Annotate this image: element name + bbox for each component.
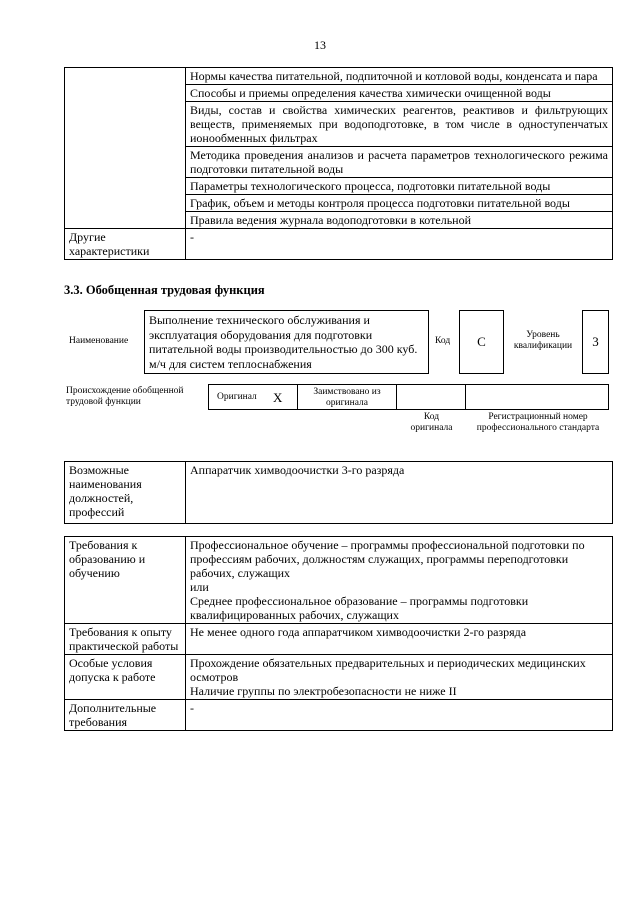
code-box <box>459 310 504 374</box>
knowledge-table <box>64 67 613 260</box>
original-label: Оригинал <box>217 392 257 402</box>
table-row <box>65 700 613 731</box>
name-label: Наименование <box>69 336 129 346</box>
education-line: Среднее профессиональное образование – программы подготовки квалифицированных рабочих, служащих <box>190 594 529 622</box>
admission-value <box>186 655 613 700</box>
education-line: или <box>190 580 209 594</box>
positions-table <box>64 461 613 524</box>
table-row <box>65 462 613 524</box>
reg-caption: Регистрационный номер профессионального стандарта <box>476 412 600 433</box>
code-caption: Код оригинала <box>410 412 453 433</box>
code-label: Код <box>435 336 451 346</box>
experience-line: Не менее одного года аппаратчиком химводоочистки 2-го разряда <box>190 625 527 639</box>
knowledge-item: Виды, состав и свойства химических реагентов, реактивов и фильтрующих веществ, применяемых при водоподготовке, в том числе в одноступенчатых ионообменных фильтрах <box>186 102 613 147</box>
positions-label: Возможные наименования должностей, профессий <box>65 462 186 524</box>
additional-label: Дополнительные требования <box>65 700 186 731</box>
table-row <box>65 68 613 85</box>
level-label: Уровень квалификации <box>513 330 573 351</box>
admission-line: Наличие группы по электробезопасности не ниже II <box>190 684 457 698</box>
other-characteristics-value: - <box>186 229 613 260</box>
education-label: Требования к образованию и обучению <box>65 537 186 624</box>
education-value <box>186 537 613 624</box>
education-line: Профессиональное обучение – программы профессиональной подготовки по профессиям рабочих, должностям служащих, программы переподготовки рабочих, служащих <box>190 538 585 580</box>
knowledge-item: Параметры технологического процесса, подготовки питательной воды <box>186 178 613 195</box>
origin-reg-cell <box>465 384 609 410</box>
table-row <box>65 624 613 655</box>
origin-label: Происхождение обобщенной трудовой функции <box>66 386 184 407</box>
other-characteristics-label: Другие характеристики <box>65 229 186 260</box>
experience-value <box>186 624 613 655</box>
level-box <box>582 310 609 374</box>
knowledge-item: График, объем и методы контроля процесса подготовки питательной воды <box>186 195 613 212</box>
borrowed-label: Заимствовано из оригинала <box>313 387 381 408</box>
name-value: Выполнение технического обслуживания и эксплуатация оборудования для подготовки питательной воды производительностью до 300 куб. м/ч для систем теплоснабжения <box>149 313 418 371</box>
experience-label: Требования к опыту практической работы <box>65 624 186 655</box>
positions-value: Аппаратчик химводоочистки 3-го разряда <box>186 462 613 524</box>
table-row <box>65 537 613 624</box>
level-value: 3 <box>592 334 599 349</box>
knowledge-item: Методика проведения анализов и расчета параметров технологического режима подготовки питательной воды <box>186 147 613 178</box>
section-title: 3.3. Обобщенная трудовая функция <box>64 283 265 297</box>
admission-line: Прохождение обязательных предварительных и периодических медицинских осмотров <box>190 656 586 684</box>
code-value: C <box>477 334 486 349</box>
name-box <box>144 310 429 374</box>
table-row <box>65 655 613 700</box>
empty-label-cell <box>65 68 186 229</box>
original-mark: X <box>273 390 283 405</box>
requirements-table <box>64 536 613 731</box>
page-number: 13 <box>314 38 326 52</box>
origin-borrowed-cell <box>297 384 397 410</box>
origin-code-cell <box>396 384 466 410</box>
admission-label: Особые условия допуска к работе <box>65 655 186 700</box>
knowledge-item: Способы и приемы определения качества химически очищенной воды <box>186 85 613 102</box>
table-row <box>65 229 613 260</box>
additional-value <box>186 700 613 731</box>
knowledge-item: Нормы качества питательной, подпиточной и котловой воды, конденсата и пара <box>186 68 613 85</box>
knowledge-item: Правила ведения журнала водоподготовки в котельной <box>186 212 613 229</box>
origin-original-cell <box>208 384 298 410</box>
additional-line: - <box>190 701 194 715</box>
